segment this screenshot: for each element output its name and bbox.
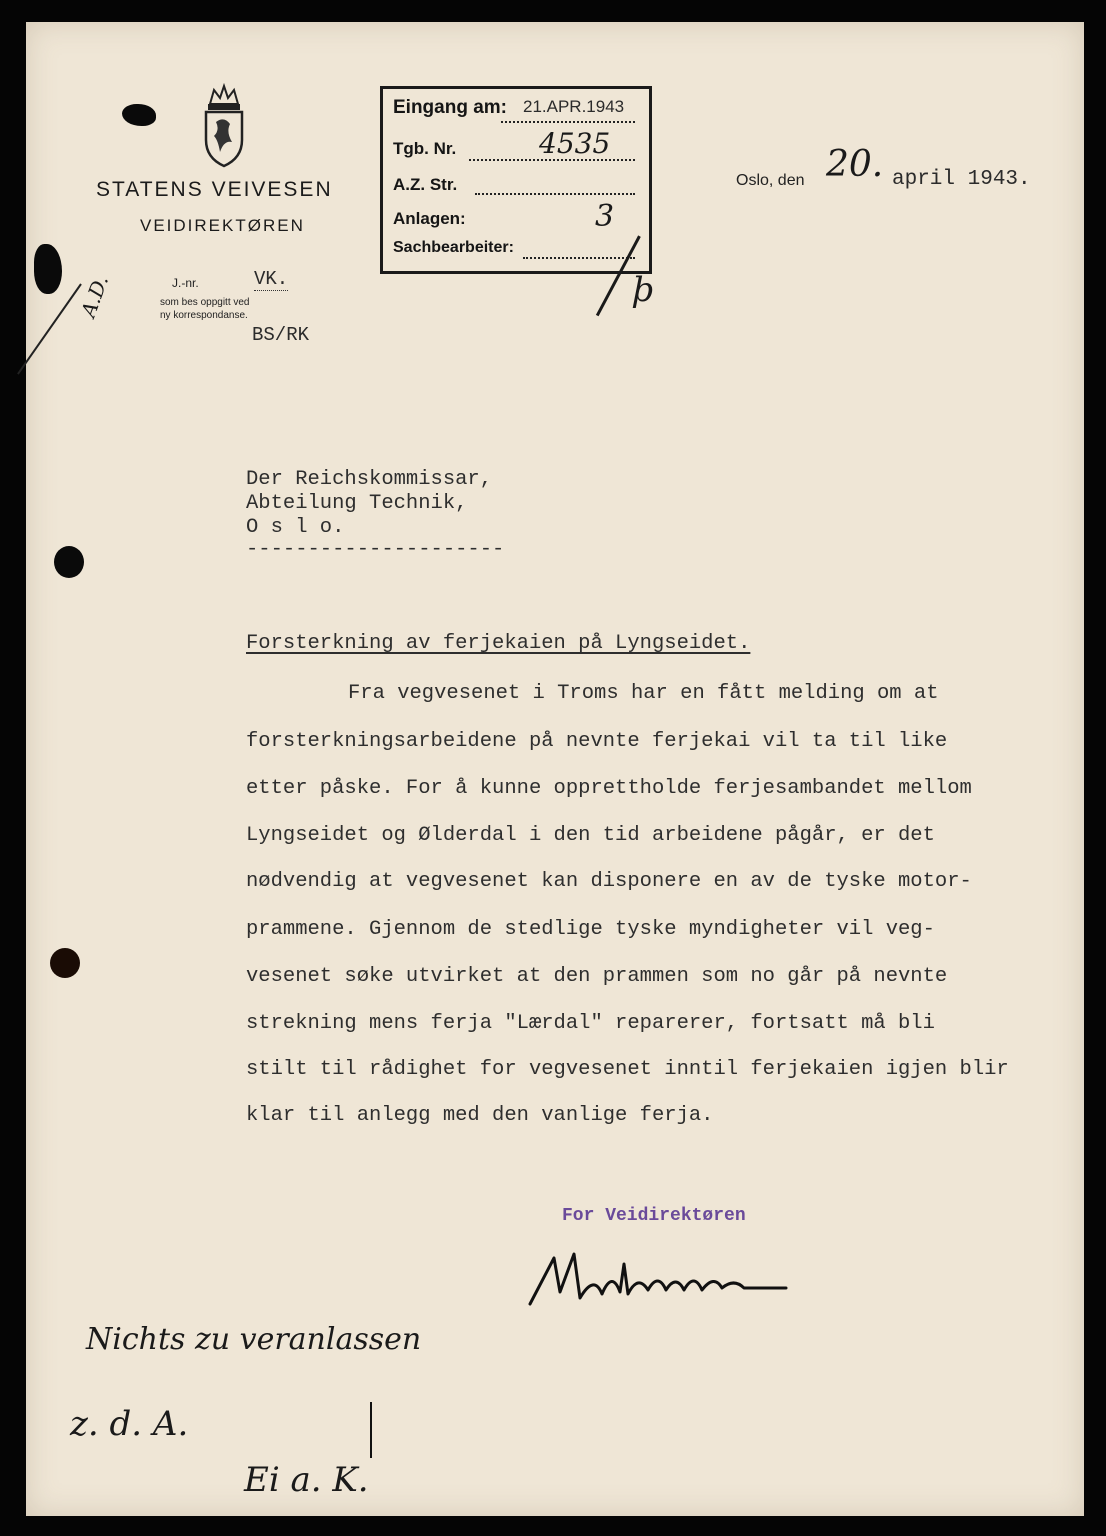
reference-initials: BS/RK xyxy=(252,324,310,346)
stamp-az-label: A.Z. Str. xyxy=(393,175,458,194)
body-line-10: klar til anlegg med den vanlige ferja. xyxy=(246,1104,714,1127)
stamp-tgb-label: Tgb. Nr. xyxy=(393,139,457,158)
ink-blot-left xyxy=(34,244,62,294)
jnr-value: VK. xyxy=(254,268,289,290)
addressee-line-2: Abteilung Technik, xyxy=(246,492,468,515)
stamp-eingang-label: Eingang am: xyxy=(393,97,508,118)
coat-of-arms-icon xyxy=(196,82,252,170)
margin-initials: A.D. xyxy=(76,272,114,321)
addressee-line-3: O s l o. xyxy=(246,516,345,539)
letter-page xyxy=(26,22,1084,1516)
body-line-4: Lyngseidet og Ølderdal i den tid arbeidene pågår, er det xyxy=(246,824,935,847)
signature-stamp: For Veidirektøren xyxy=(562,1206,746,1226)
body-line-9: stilt til rådighet for vegvesenet inntil ferjekaien igjen blir xyxy=(246,1058,1009,1081)
stamp-eingang-date: 21.APR.1943 xyxy=(523,97,625,116)
date-day: 20. xyxy=(826,144,884,185)
date-rest: april 1943. xyxy=(892,168,1031,191)
body-line-2: forsterkningsarbeidene på nevnte ferjekai vil ta til like xyxy=(246,730,948,753)
body-line-7: vesenet søke utvirket at den prammen som no går på nevnte xyxy=(246,965,948,988)
handwritten-mark: ϸ xyxy=(632,270,654,310)
margin-stroke xyxy=(17,283,82,374)
addressee-rule: --------------------- xyxy=(246,538,505,561)
stamp-eingang-line xyxy=(501,121,635,123)
letter-subject: Forsterkning av ferjekaien på Lyngseidet. xyxy=(246,632,751,655)
punch-hole-top xyxy=(54,546,84,578)
handwritten-note-3: Ei a. K. xyxy=(244,1460,369,1500)
jnr-note-2: ny korrespondanse. xyxy=(160,310,248,321)
body-line-3: etter påske. For å kunne opprettholde ferjesambandet mellom xyxy=(246,777,972,800)
punch-hole-bottom xyxy=(50,948,80,978)
date-prefix: Oslo, den xyxy=(736,172,805,189)
handwritten-note-1: Nichts zu veranlassen xyxy=(86,1322,422,1357)
stamp-anlagen-label: Anlagen: xyxy=(393,209,466,228)
stamp-anlagen-value: 3 xyxy=(595,199,615,234)
jnr-label: J.-nr. xyxy=(172,276,199,290)
stamp-az-line xyxy=(475,193,635,195)
body-line-6: prammene. Gjennom de stedlige tyske myndigheter vil veg- xyxy=(246,918,935,941)
org-name: STATENS VEIVESEN xyxy=(96,178,333,201)
body-line-8: strekning mens ferja "Lærdal" reparerer, fortsatt må bli xyxy=(246,1012,935,1035)
stamp-sach-line xyxy=(523,257,635,259)
ink-blot-top xyxy=(122,104,156,126)
signature-scrawl xyxy=(524,1244,794,1314)
jnr-note-1: som bes oppgitt ved xyxy=(160,297,250,308)
body-line-5: nødvendig at vegvesenet kan disponere en av de tyske motor- xyxy=(246,870,972,893)
stamp-tgb-number: 4535 xyxy=(539,127,611,160)
stamp-sachbearbeiter-label: Sachbearbeiter: xyxy=(393,239,514,256)
receipt-stamp xyxy=(380,86,652,274)
addressee-line-1: Der Reichskommissar, xyxy=(246,468,493,491)
body-line-1: Fra vegvesenet i Troms har en fått melding om at xyxy=(348,682,939,705)
handwritten-note-2: z. d. A. xyxy=(70,1404,189,1444)
department-name: VEIDIREKTØREN xyxy=(140,216,305,235)
handwritten-stroke xyxy=(370,1402,372,1458)
